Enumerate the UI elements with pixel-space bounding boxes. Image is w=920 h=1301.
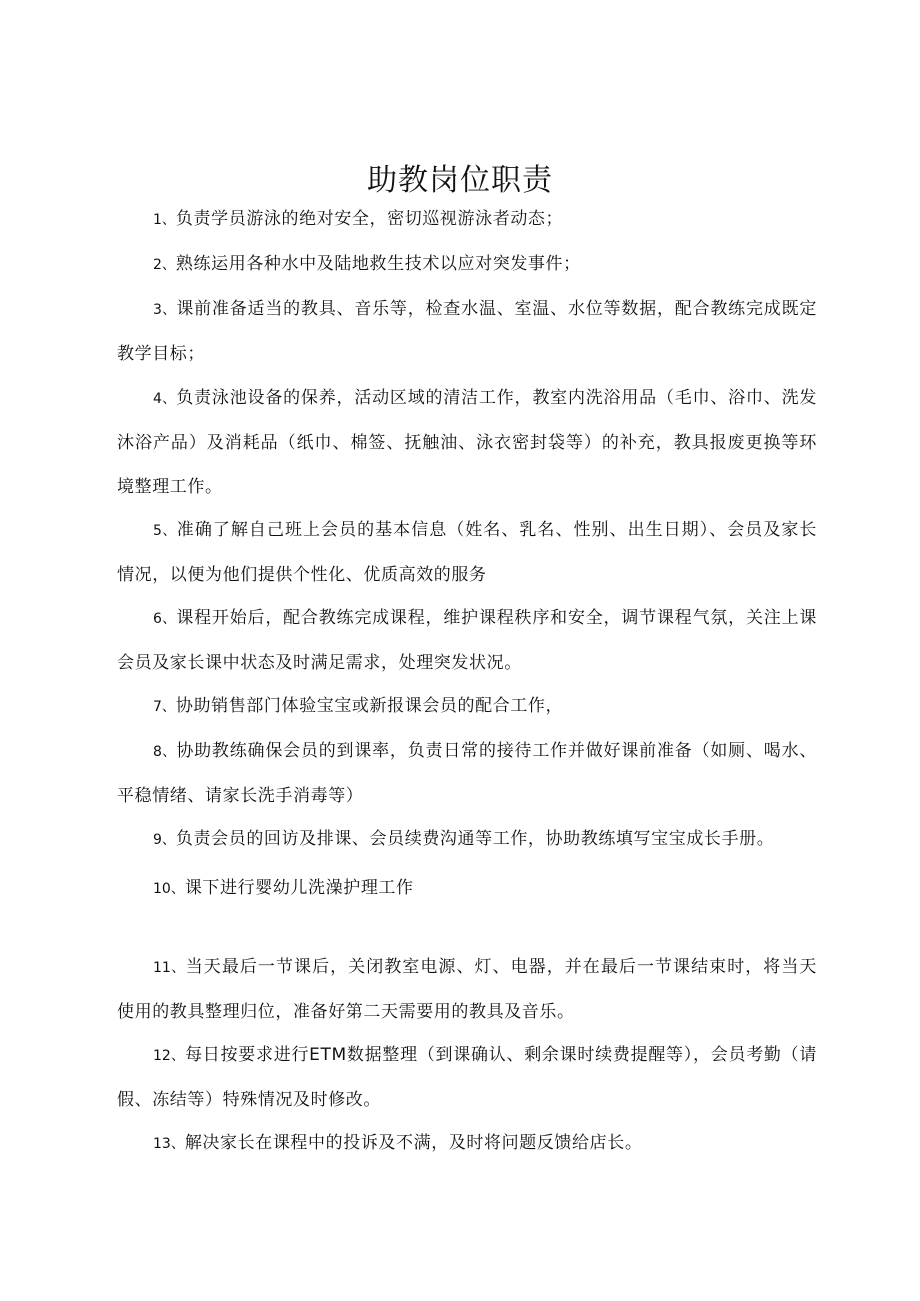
duty-item-8 <box>117 729 817 818</box>
duty-item-2 <box>117 242 817 287</box>
item-text: 准确了解自己班上会员的基本信息（姓名、乳名、性别、出生日期）、会员及家长情况，以便为他们提供个性化、优质高效的服务 <box>117 520 817 585</box>
item-number: 6、 <box>153 611 177 627</box>
duty-item-10 <box>117 866 817 911</box>
document-title: 助教岗位职责 <box>367 163 553 199</box>
item-number: 7、 <box>153 699 176 715</box>
item-number: 13、 <box>153 1136 185 1152</box>
item-text: 负责泳池设备的保养，活动区域的清洁工作，教室内洗浴用品（毛巾、浴巾、洗发沐浴产品）及消耗品（纸巾、棉签、抚触油、泳衣密封袋等）的补充，教具报废更换等环境整理工作。 <box>117 388 817 497</box>
item-text: 熟练运用各种水中及陆地救生技术以应对突发事件； <box>175 254 581 274</box>
duty-item-12 <box>117 1033 817 1122</box>
duty-item-4 <box>117 376 817 509</box>
item-number: 2、 <box>153 257 176 273</box>
item-text: 课程开始后，配合教练完成课程，维护课程秩序和安全，调节课程气氛，关注上课会员及家长课中状态及时满足需求，处理突发状况。 <box>117 608 817 673</box>
duty-item-13 <box>117 1121 817 1166</box>
item-text: 课下进行婴幼儿洗澡护理工作 <box>184 878 414 898</box>
duty-item-7 <box>117 684 817 729</box>
duty-item-1 <box>117 197 817 242</box>
item-number: 12、 <box>153 1048 186 1064</box>
duty-item-5 <box>117 508 817 597</box>
duty-item-3 <box>117 287 817 376</box>
item-text: 协助教练确保会员的到课率，负责日常的接待工作并做好课前准备（如厕、喝水、平稳情绪、请家长洗手消毒等） <box>117 741 817 806</box>
item-number: 9、 <box>153 832 176 848</box>
item-text: 负责会员的回访及排课、会员续费沟通等工作，协助教练填写宝宝成长手册。 <box>175 829 775 849</box>
item-text: 课前准备适当的教具、音乐等，检查水温、室温、水位等数据，配合教练完成既定教学目标； <box>117 299 817 364</box>
item-number: 8、 <box>153 744 177 760</box>
item-number: 3、 <box>153 302 177 318</box>
item-text: 当天最后一节课后，关闭教室电源、灯、电器，并在最后一节课结束时，将当天使用的教具整理归位，准备好第二天需要用的教具及音乐。 <box>117 957 817 1022</box>
item-number: 4、 <box>153 391 177 407</box>
item-number: 1、 <box>153 212 176 228</box>
duty-item-6 <box>117 596 817 685</box>
item-text: 协助销售部门体验宝宝或新报课会员的配合工作， <box>175 696 564 716</box>
item-number: 5、 <box>153 523 177 539</box>
item-number: 10、 <box>153 881 185 897</box>
duty-item-9 <box>117 817 817 862</box>
duty-item-11 <box>117 945 817 1034</box>
item-text: 解决家长在课程中的投诉及不满，及时将问题反馈给店长。 <box>184 1133 643 1153</box>
item-number: 11、 <box>153 960 186 976</box>
item-text: 每日按要求进行ETM数据整理（到课确认、剩余课时续费提醒等），会员考勤（请假、冻结等）特殊情况及时修改。 <box>117 1045 817 1110</box>
item-text: 负责学员游泳的绝对安全，密切巡视游泳者动态； <box>175 209 564 229</box>
